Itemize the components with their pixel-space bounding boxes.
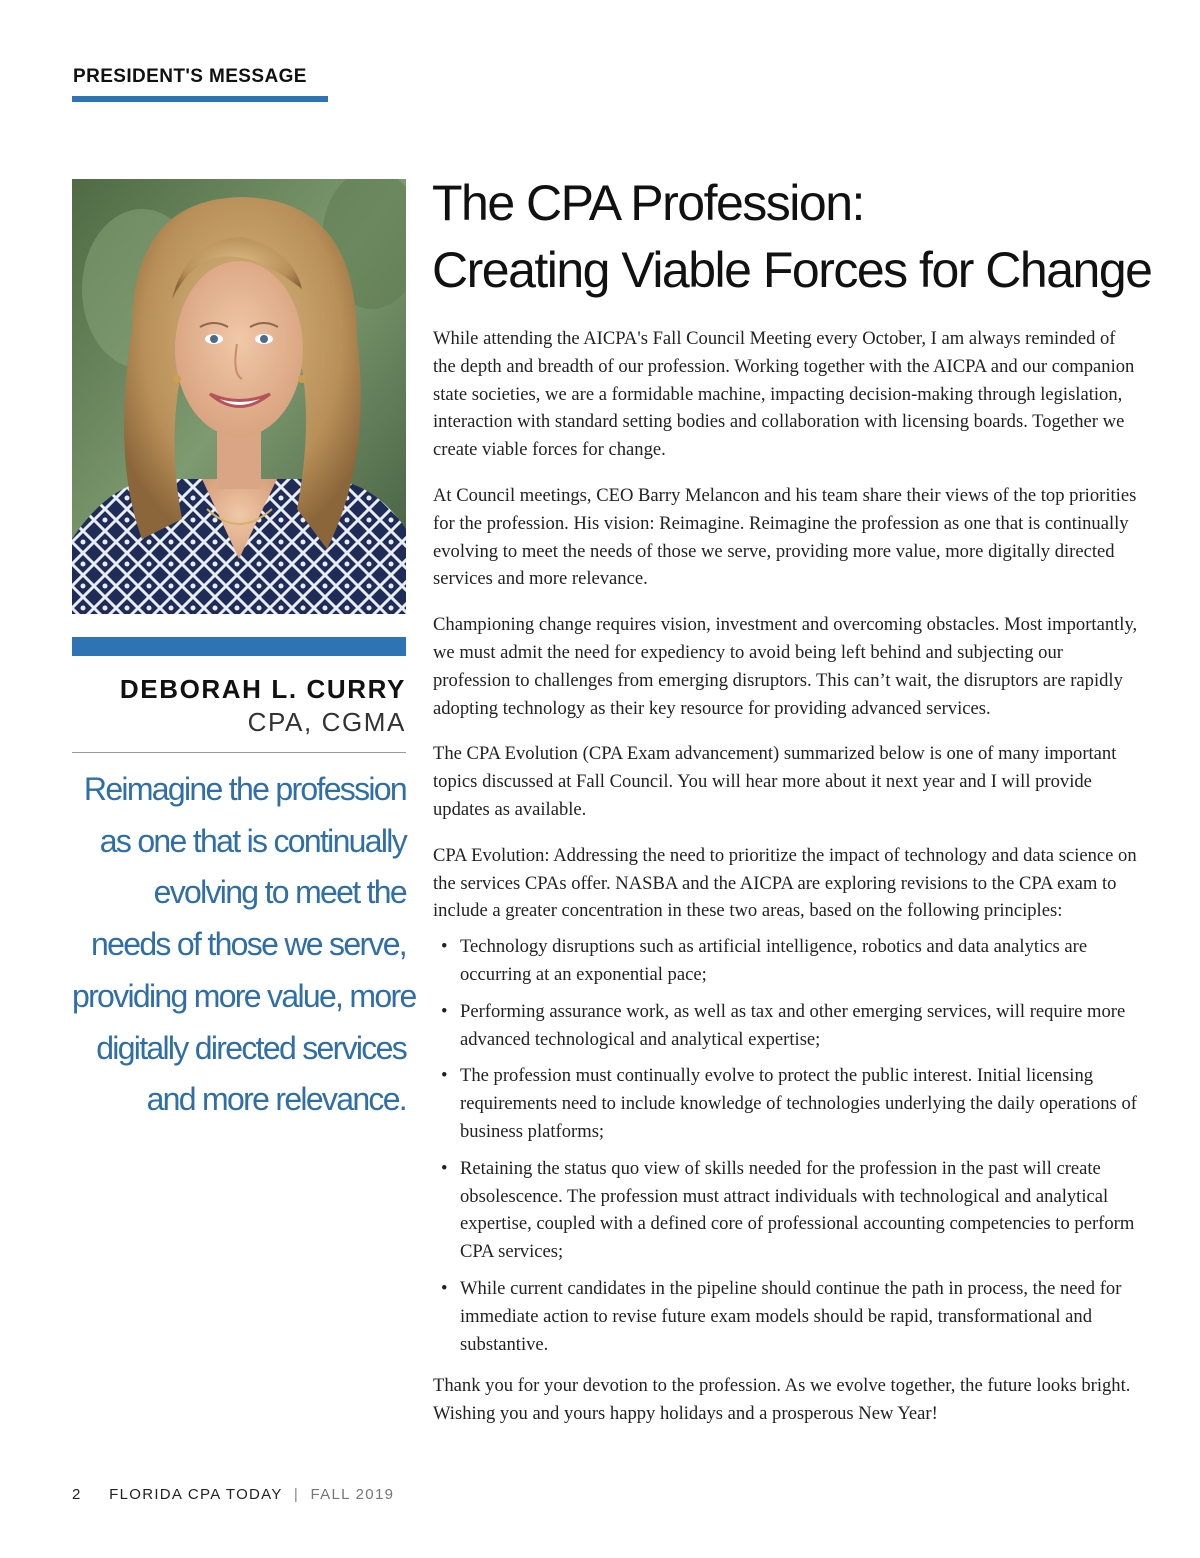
photo-accent-bar (72, 637, 406, 656)
list-item (441, 998, 1138, 1054)
author-name: DEBORAH L. CURRY (119, 674, 406, 704)
author-divider (72, 752, 406, 753)
body-paragraph: The CPA Evolution (CPA Exam advancement) summarized below is one of many important topics discussed at Fall Council. You will hear more about it next year and I will provide updates as available. (433, 743, 1117, 820)
page-number: 2 (72, 1486, 82, 1503)
list-item-text: While current candidates in the pipeline should continue the path in process, the need for immediate action to revise future exam models should be rapid, transformational and substantive. (460, 1277, 1122, 1355)
body-paragraph: Championing change requires vision, investment and overcoming obstacles. Most importantly, we must admit the need for expediency to avoid being left behind and subjecting our profession to challenges from emerging disruptors. This can’t wait, the disruptors are rapidly adopting technology as their key resource for providing advanced services. (433, 614, 1138, 719)
pull-quote-line: and more relevance. (146, 1081, 406, 1118)
list-item-text: The profession must continually evolve to protect the public interest. Initial licensing requirements need to include knowledge of technologies underlying the daily operations of business platforms; (460, 1065, 1137, 1142)
body-paragraph: While attending the AICPA's Fall Council Meeting every October, I am always reminded of the depth and breadth of our profession. Working together with the AICPA and our companion state societies, we are a formidable machine, impacting decision-making through legislation, interaction with standard setting bodies and collaboration with licensing boards. Together we create viable forces for change. (433, 328, 1135, 461)
pull-quote-line: as one that is continually (99, 822, 406, 859)
body-paragraph: CPA Evolution: Addressing the need to prioritize the impact of technology and data science on the services CPAs offer. NASBA and the AICPA are exploring revisions to the CPA exam to include a greater concentration in these two areas, based on the following principles: (433, 844, 1137, 922)
list-item (441, 1275, 1138, 1358)
bullet-icon: • (441, 1277, 448, 1299)
bullet-icon: • (441, 1065, 448, 1087)
closing-paragraph: Thank you for your devotion to the profession. As we evolve together, the future looks bright. Wishing you and yours happy holidays and a prosperous New Year! (433, 1375, 1131, 1425)
pull-quote-line: digitally directed services (96, 1029, 406, 1066)
pull-quote (72, 764, 416, 1126)
list-item-text: Technology disruptions such as artificial intelligence, robotics and data analytics are occurring at an exponential pace; (460, 936, 1088, 985)
list-item-text: Performing assurance work, as well as tax and other emerging services, will require more advanced technological and analytical expertise; (460, 1000, 1126, 1050)
publication-name: FLORIDA CPA TODAY (109, 1486, 283, 1503)
issue-label: FALL 2019 (310, 1486, 395, 1503)
author-credentials: CPA, CGMA (247, 707, 406, 737)
principles-list (433, 933, 1138, 1358)
bullet-icon: • (441, 1000, 448, 1022)
pull-quote-line: Reimagine the profession (83, 771, 406, 807)
headline-line-1: The CPA Profession: (432, 175, 864, 231)
list-item (441, 1155, 1138, 1266)
section-label: PRESIDENT'S MESSAGE (73, 66, 307, 87)
headline-line-2: Creating Viable Forces for Change (432, 242, 1152, 298)
list-item (441, 933, 1138, 989)
pull-quote-line: needs of those we serve, (91, 926, 406, 963)
footer-separator: | (293, 1486, 300, 1503)
article-body (433, 325, 1138, 1446)
section-label-rule (72, 96, 328, 102)
bullet-icon: • (441, 936, 448, 958)
bullet-icon: • (441, 1157, 448, 1179)
author-portrait-photo (72, 179, 406, 614)
page-footer (72, 1486, 394, 1503)
list-item (441, 1062, 1138, 1145)
list-item-text: Retaining the status quo view of skills needed for the profession in the past will create obsolescence. The profession must attract individuals with technological and analytical expertise, coupled with a defined core of professional accounting competencies to perform CPA services; (460, 1157, 1135, 1263)
article-headline (432, 170, 1152, 304)
body-paragraph: At Council meetings, CEO Barry Melancon and his team share their views of the top priorities for the profession. His vision: Reimagine. Reimagine the profession as one that is continually evolving to meet the needs of those we serve, providing more value, more digitally directed services and more relevance. (433, 484, 1137, 590)
pull-quote-line: providing more value, more (72, 977, 416, 1014)
pull-quote-line: evolving to meet the (153, 874, 406, 911)
